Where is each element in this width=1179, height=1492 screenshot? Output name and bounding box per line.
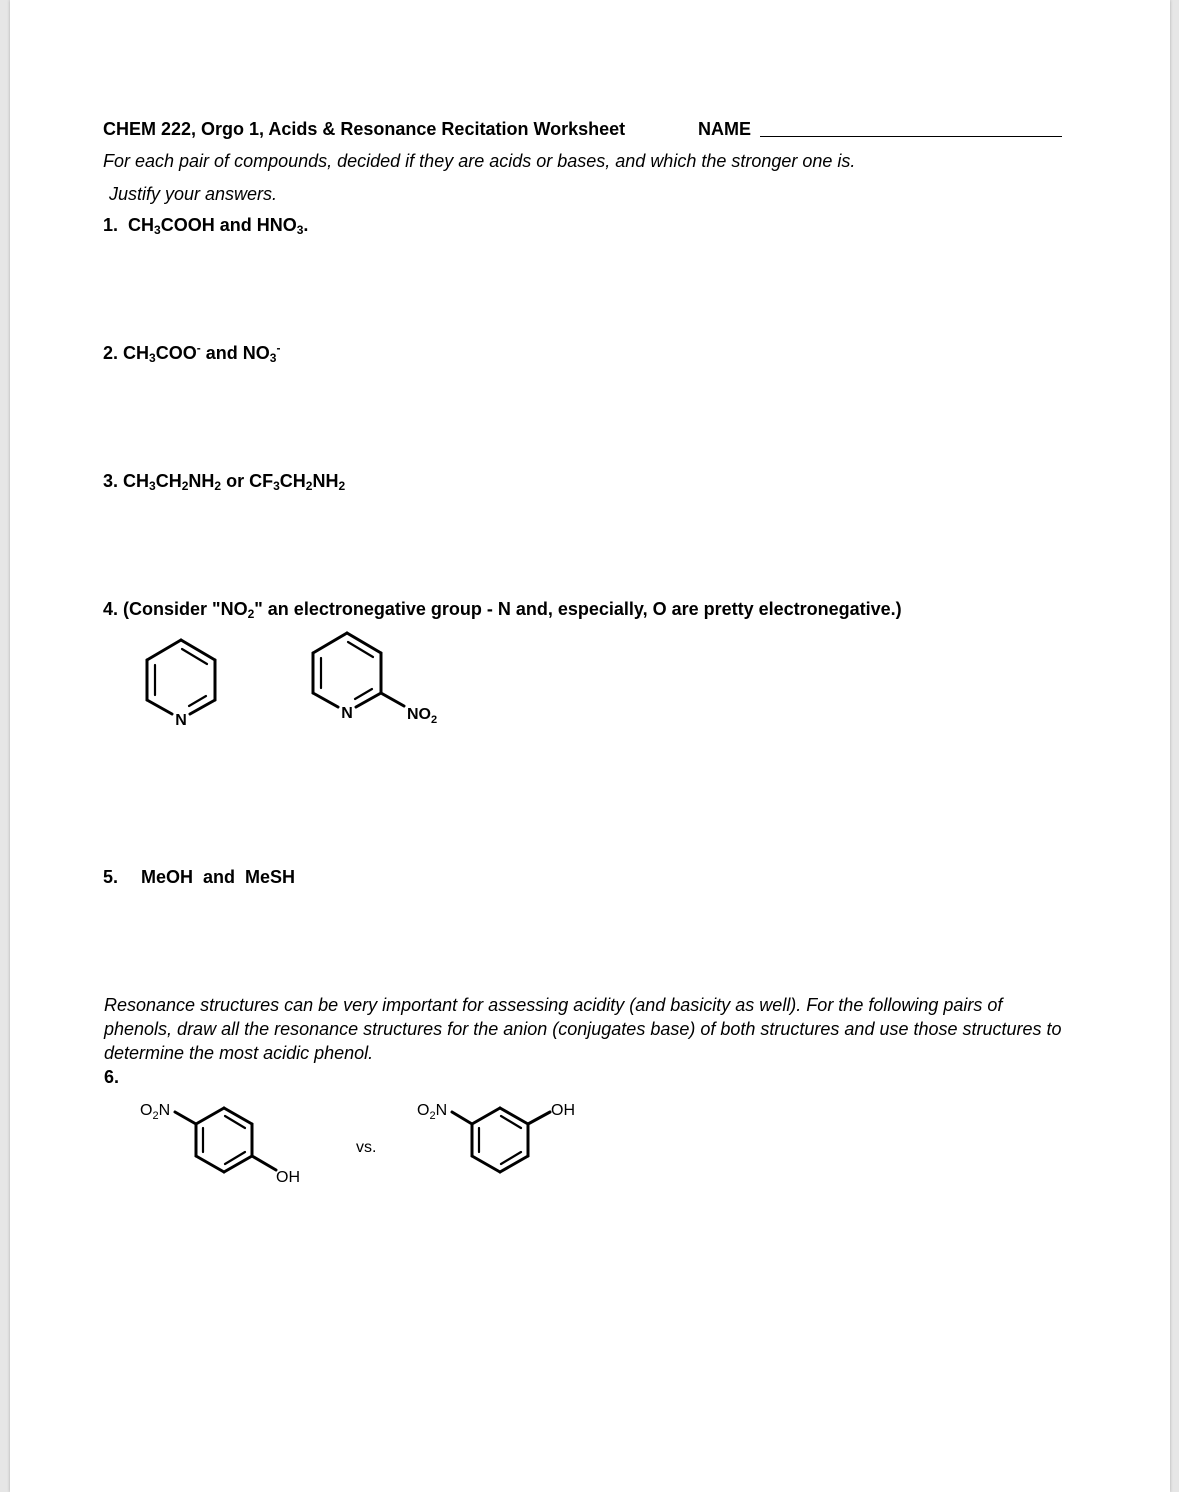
q2-sub-a: 3	[149, 351, 156, 365]
resonance-instructions: Resonance structures can be very important for assessing acidity (and basicity as well). For the following pairs of phenols, draw all the resonance structures for the anion (conjugates base) of both structures and use those structures to determine the most acidic phenol.	[104, 995, 1062, 1063]
question-1-number: 1.	[103, 215, 119, 235]
bond	[196, 1108, 224, 1124]
o2n-2-n: N	[435, 1102, 448, 1119]
q4-sub-a: 2	[247, 607, 255, 621]
q3-sub-1: 3	[149, 479, 156, 493]
bond	[472, 1108, 500, 1124]
bond	[196, 1156, 224, 1172]
bond	[472, 1156, 500, 1172]
oh-label-2: OH	[551, 1102, 575, 1119]
q3-sub-5: 2	[305, 479, 313, 493]
instructions-line-2: Justify your answers.	[109, 184, 278, 204]
nitropyridine-n-label: N	[341, 705, 353, 722]
question-6-number: 6.	[104, 1067, 120, 1087]
q2-text-a: CH	[123, 343, 150, 363]
bond	[224, 1108, 252, 1124]
question-3-number: 3.	[103, 471, 119, 491]
q3-text-2: CH	[155, 471, 182, 491]
q2-text-b: COO	[155, 343, 197, 363]
meta-nitrophenol-structure	[417, 1102, 575, 1172]
q1-text-b: COOH and HNO	[160, 215, 297, 235]
question-4-number: 4.	[103, 599, 119, 619]
o2n-1-n: N	[158, 1102, 171, 1119]
q3-text-6: NH	[312, 471, 339, 491]
q3-sub-6: 2	[338, 479, 346, 493]
q2-sub-b: 3	[269, 351, 277, 365]
para-nitrophenol-structure	[140, 1102, 300, 1186]
bond	[175, 1112, 196, 1124]
bond	[528, 1112, 550, 1124]
q1-text-c: .	[303, 215, 309, 235]
name-label: NAME	[698, 119, 751, 139]
vs-label: vs.	[356, 1139, 377, 1156]
q4-text-a: (Consider "NO	[123, 599, 248, 619]
pyridine-n-label: N	[175, 712, 187, 729]
bond	[252, 1156, 276, 1170]
o2n-label-2	[417, 1102, 447, 1122]
question-5-number: 5.	[103, 867, 119, 887]
q3-text-3: NH	[188, 471, 215, 491]
q2-sup-a: -	[196, 341, 201, 355]
o2n-label-1	[140, 1102, 170, 1122]
bond	[500, 1108, 528, 1124]
q2-sup-b: -	[276, 341, 281, 355]
o2n-2-sub: 2	[429, 1110, 436, 1122]
q3-text-1: CH	[123, 471, 150, 491]
question-2-number: 2.	[103, 343, 119, 363]
q3-sub-3: 2	[214, 479, 222, 493]
o2n-1-o: O	[140, 1102, 153, 1119]
bond	[500, 1156, 528, 1172]
q3-sub-2: 2	[181, 479, 189, 493]
bond	[224, 1156, 252, 1172]
worksheet-title: CHEM 222, Orgo 1, Acids & Resonance Recitation Worksheet	[103, 119, 626, 139]
question-5-text: MeOH and MeSH	[141, 867, 296, 887]
q4-text-b: " an electronegative group - N and, especially, O are pretty electronegative.)	[254, 599, 902, 619]
q3-text-5: CH	[279, 471, 306, 491]
nitro-label-sub: 2	[431, 714, 438, 726]
bond	[452, 1112, 472, 1124]
q1-sub-a: 3	[154, 223, 161, 237]
oh-label-1: OH	[276, 1169, 300, 1186]
instructions-line-1: For each pair of compounds, decided if they are acids or bases, and which the stronger one is.	[103, 151, 856, 171]
o2n-2-o: O	[417, 1102, 430, 1119]
nitro-label-text: NO	[407, 706, 431, 723]
q1-sub-b: 3	[296, 223, 304, 237]
o2n-1-sub: 2	[152, 1110, 159, 1122]
q3-sub-4: 3	[273, 479, 280, 493]
q1-text-a: CH	[128, 215, 155, 235]
q2-text-c: and NO	[200, 343, 270, 363]
q3-text-4: or CF	[221, 471, 274, 491]
